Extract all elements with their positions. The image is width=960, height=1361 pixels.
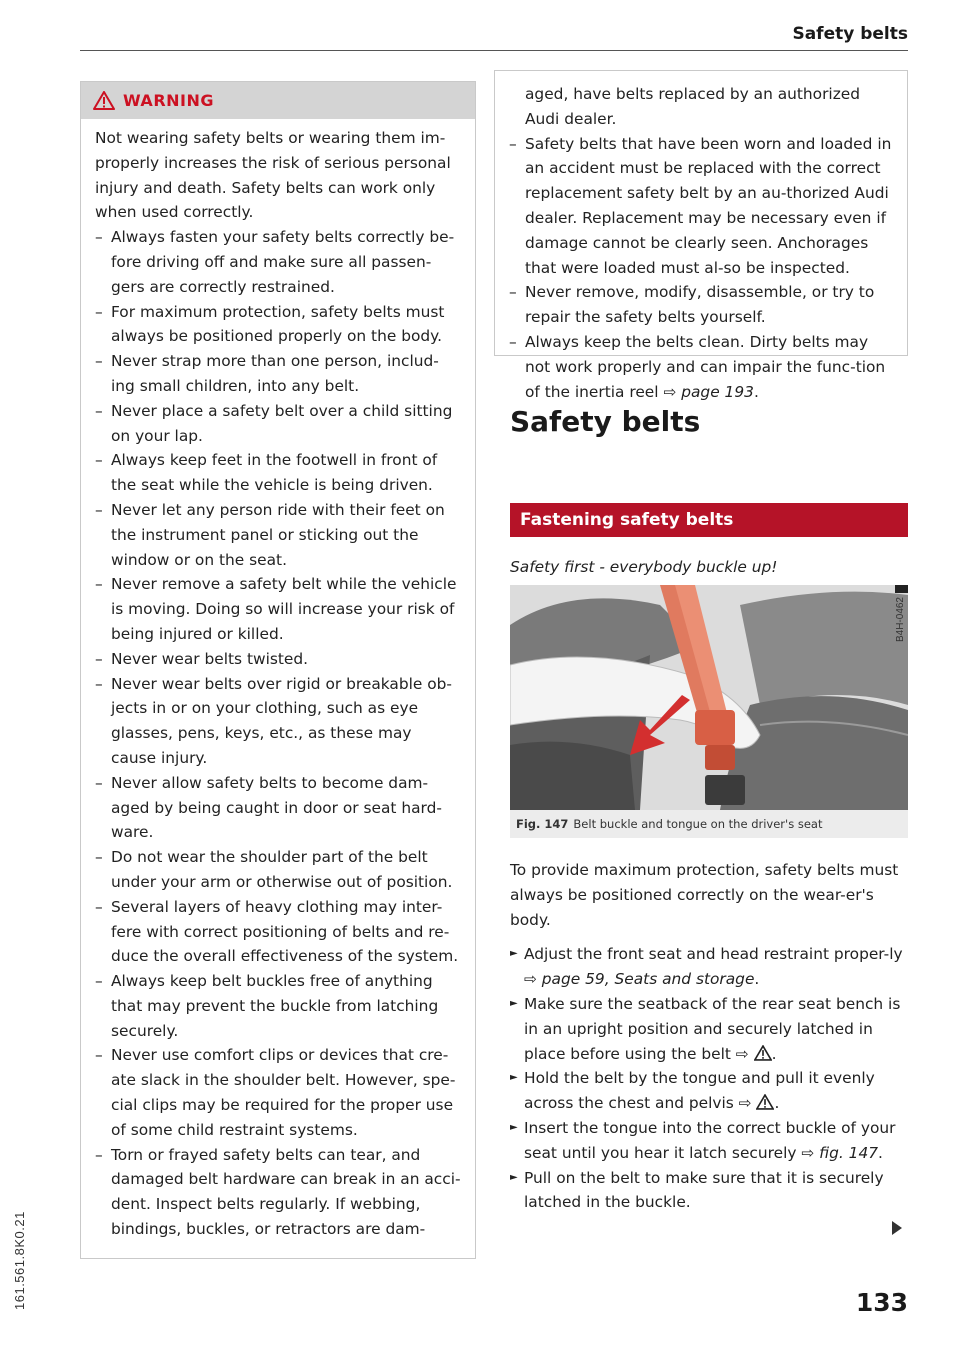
warning-intro: Not wearing safety belts or wearing them im-properly increases the risk of serious personal injury and death. Safety belts can work only when used correctly. — [95, 129, 451, 222]
side-code: 161.561.8K0.21 — [12, 1211, 27, 1310]
page-59-link[interactable]: ⇨ page 59, Seats and storage — [524, 970, 755, 989]
punctuation: . — [878, 1143, 883, 1162]
step-item — [510, 1166, 908, 1216]
warning-item: – Several layers of heavy clothing may inter-fere with correct positioning of belts and re-duce the overall effectiveness of the system. — [95, 895, 461, 969]
figure-label: Fig. 147 — [516, 817, 569, 831]
punctuation: . — [753, 382, 759, 401]
warning-item: – Never allow safety belts to become dam-aged by being caught in door or seat hard-ware. — [95, 771, 461, 845]
warning-item-text: Always keep the belts clean. Dirty belts may not work properly and can impair the func-tion of the inertia reel — [525, 332, 886, 401]
warning-ref-icon[interactable] — [756, 1094, 774, 1110]
warning-continuation-box — [494, 70, 908, 401]
warning-item: – Torn or frayed safety belts can tear, and damaged belt hardware can break in an acci-dent. Inspect belts regularly. If webbing, bindings, buckles, or retractors are dam- — [95, 1143, 461, 1242]
step-text: Hold the belt by the tongue and pull it evenly across the chest and pelvis ⇨ — [524, 1069, 875, 1113]
steps-list — [510, 942, 908, 1215]
warning-continued-text: aged, have belts replaced by an authorized Audi dealer. — [525, 85, 861, 128]
step-item: ► Hold the belt by the tongue and pull it evenly across the chest and pelvis ⇨ . — [510, 1066, 908, 1116]
warning-item: – Do not wear the shoulder part of the belt under your arm or otherwise out of position. — [95, 845, 461, 895]
running-head: Safety belts — [792, 24, 908, 44]
warning-title: WARNING — [123, 91, 214, 110]
warning-item: – Never use comfort clips or devices that cre-ate slack in the shoulder belt. However, spe-cial clips may be required for the proper use of some child restraint systems. — [95, 1043, 461, 1142]
warning-item: – Never place a safety belt over a child sitting on your lap. — [95, 399, 461, 449]
warning-item: – Never wear belts twisted. — [95, 647, 461, 672]
continue-arrow-icon — [892, 1221, 902, 1235]
body-text — [510, 858, 908, 1215]
warning-ref-icon[interactable] — [754, 1045, 772, 1061]
figure-caption — [510, 810, 908, 838]
warning-item: – Always keep feet in the footwell in front of the seat while the vehicle is being driven. — [95, 448, 461, 498]
warning-item: – Never remove a safety belt while the vehicle is moving. Doing so will increase your risk of being injured or killed. — [95, 572, 461, 646]
warning-header — [81, 82, 475, 119]
warning-triangle-icon — [93, 91, 115, 110]
warning-body — [81, 119, 475, 1242]
warning-item — [509, 330, 893, 404]
warning-item: – Never wear belts over rigid or breakable ob-jects in or on your clothing, such as eye glasses, pens, keys, etc., as these may cause injury. — [95, 672, 461, 771]
page-193-link[interactable]: ⇨ page 193 — [663, 382, 754, 401]
intro-text: Safety first - everybody buckle up! — [510, 558, 778, 576]
belt-buckle-illustration — [510, 585, 908, 810]
step-text: Make sure the seatback of the rear seat bench is in an upright position and securely latched in place before using the belt ⇨ — [524, 994, 901, 1063]
header-rule — [80, 50, 908, 51]
warning-item: – Never remove, modify, disassemble, or try to repair the safety belts yourself. — [509, 280, 893, 330]
warning-item: – For maximum protection, safety belts must always be positioned properly on the body. — [95, 300, 461, 350]
step-item: ► Make sure the seatback of the rear seat bench is in an upright position and securely latched in place before using the belt ⇨ . — [510, 992, 908, 1066]
step-item — [510, 1116, 908, 1166]
section-title: Safety belts — [510, 405, 701, 438]
page-number: 133 — [855, 1288, 908, 1317]
warning-item: – Never strap more than one person, includ-ing small children, into any belt. — [95, 349, 461, 399]
warning-item: – Safety belts that have been worn and loaded in an accident must be replaced with the correct replacement safety belt by an au-thorized Audi dealer. Replacement may be necessary even if damage cannot be clearly seen. Anchorages that were loaded must al-so be inspected. — [509, 132, 893, 281]
warning-item: – Never let any person ride with their feet on the instrument panel or sticking out the window or on the seat. — [95, 498, 461, 572]
warning-box — [80, 81, 476, 1259]
step-text: Insert the tongue into the correct buckle of your seat until you hear it latch securely — [524, 1118, 896, 1162]
step-item — [510, 942, 908, 992]
figure-147 — [510, 585, 908, 810]
figure-code: B4H-0462 — [895, 597, 906, 643]
warning-list — [95, 225, 461, 1242]
step-text: Adjust the front seat and head restraint proper-ly — [524, 945, 903, 964]
step-text: Pull on the belt to make sure that it is securely latched in the buckle. — [524, 1168, 884, 1212]
subsection-title: Fastening safety belts — [510, 503, 908, 537]
punctuation: . — [754, 970, 760, 989]
body-paragraph: To provide maximum protection, safety belts must always be positioned correctly on the wear-er's body. — [510, 861, 899, 929]
warning-item: – Always keep belt buckles free of anything that may prevent the buckle from latching securely. — [95, 969, 461, 1043]
fig-147-link[interactable]: ⇨ fig. 147 — [801, 1143, 879, 1162]
warning-list-continued — [509, 132, 893, 405]
warning-item: – Always fasten your safety belts correctly be-fore driving off and make sure all passen-gers are correctly restrained. — [95, 225, 461, 299]
figure-caption-text: Belt buckle and tongue on the driver's seat — [573, 817, 823, 831]
